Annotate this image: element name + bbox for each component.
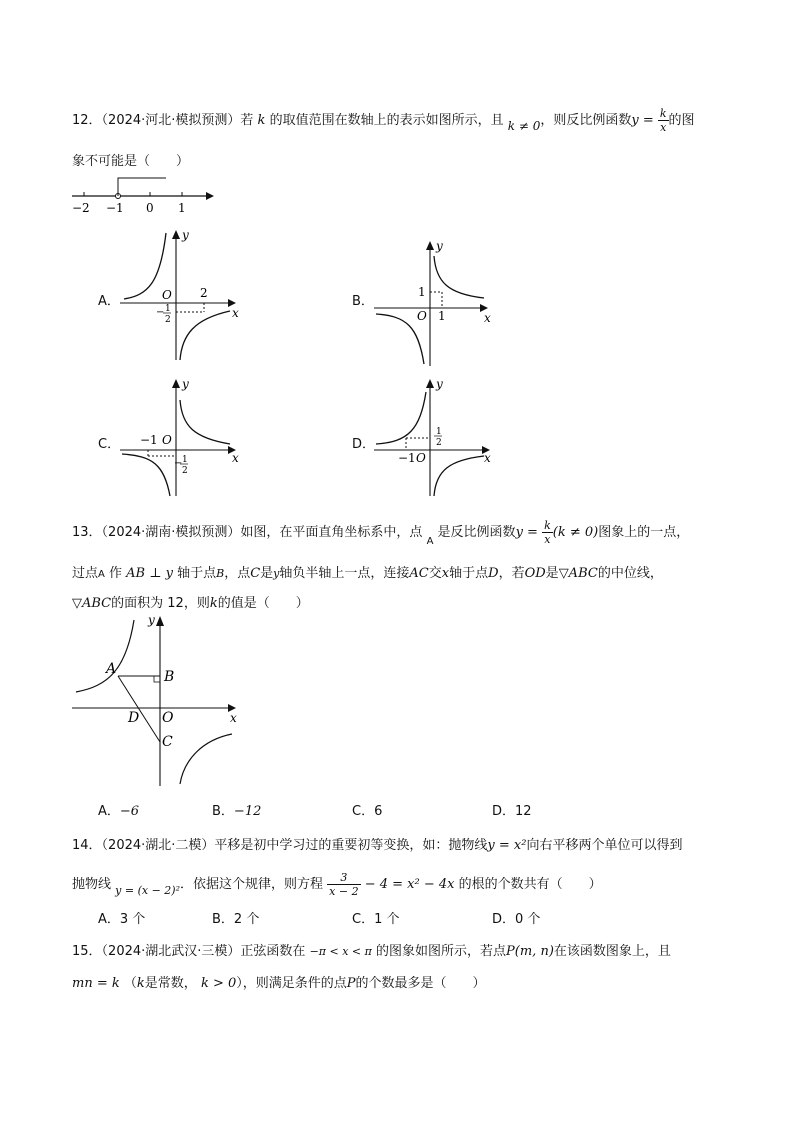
q14-choice-c-label: C． (352, 912, 375, 927)
q12-tick-0: 0 (146, 201, 154, 215)
q14-l2b: ．依据这个规律，则方程 (180, 877, 324, 892)
q13-tri: ▽ABC (558, 566, 598, 581)
svg-text:y: y (182, 377, 189, 391)
q13-choice-c[interactable] (352, 800, 382, 819)
q13-source: （2024·湖南·模拟预测） (101, 525, 241, 540)
q13-pd: D (488, 566, 499, 581)
q12-a-num: 1 (165, 304, 171, 314)
q12-text-b: 的取值范围在数轴上的表示如图所示，且 (269, 113, 504, 128)
q12-k: k (253, 113, 270, 128)
q13-l2-pa: A (98, 569, 105, 580)
q13-l2j: 是 (545, 566, 559, 581)
q12-c-origin: O (162, 433, 172, 447)
q14-line1 (72, 834, 682, 853)
q12-text-c: ，则反比例函数 (540, 113, 632, 128)
q15-l2b: （ (123, 976, 137, 991)
q13-axis-y: y (273, 567, 280, 580)
q13-cond: (k ≠ 0) (552, 525, 599, 540)
q14-l2a: 抛物线 (72, 877, 112, 892)
q14-choice-c[interactable] (352, 908, 399, 927)
q12-d-den: 2 (436, 438, 442, 448)
q13-choice-d-value: 12 (515, 804, 532, 819)
q12-line1 (72, 108, 695, 133)
q12-tick-m1: −1 (106, 201, 124, 215)
q12-a-origin: O (162, 288, 172, 302)
q13-choice-d[interactable] (492, 800, 532, 819)
svg-text:y: y (182, 228, 189, 242)
q14-choice-a[interactable] (98, 908, 145, 927)
q13-line3 (72, 592, 309, 611)
q13-choice-a-value: −6 (119, 804, 140, 819)
q13-l2c: 轴于点 (177, 566, 217, 581)
q14-eq-rest: − 4 = x² − 4x (364, 877, 455, 892)
svg-text:y: y (436, 377, 443, 391)
q13-choice-c-value: 6 (374, 804, 383, 819)
q14-frac (327, 872, 360, 897)
q15-text-b: 的图象如图所示，若点 (376, 944, 507, 959)
q15-text-c: 在该函数图象上，且 (553, 944, 671, 959)
q14-number: 14． (72, 838, 102, 853)
q15-l2c: 是常数， (144, 976, 197, 991)
q14-parab2: y = (x − 2)² (115, 884, 180, 897)
svg-text:x: x (232, 306, 239, 320)
q14-text-b: 向右平移两个单位可以得到 (526, 838, 683, 853)
q14-source: （2024·湖北·二模） (101, 838, 215, 853)
q13-fig-c: C (162, 734, 173, 750)
q13-axis-x: x (441, 566, 450, 581)
q13-k: k (209, 596, 218, 611)
q13-l2e: 是 (260, 566, 274, 581)
q12-a-two: 2 (200, 286, 208, 300)
q12-func: y = (631, 113, 654, 128)
q12-option-a-label[interactable]: A． (98, 294, 120, 309)
q14-choice-a-value: 3 个 (119, 912, 146, 927)
q14-choice-a-label: A． (98, 912, 120, 927)
q13-l2a: 过点 (72, 566, 99, 581)
q13-l2d: ，点 (224, 566, 251, 581)
q13-text-c: 图象上的一点， (598, 525, 690, 540)
q13-l3b: 的面积为 12，则 (111, 596, 210, 611)
q13-choice-a-label: A． (98, 804, 120, 819)
q12-option-b-label[interactable]: B． (352, 294, 374, 309)
q14-eq-den: x − 2 (329, 885, 359, 898)
q13-fig-a: A (106, 661, 117, 677)
q13-ab-perp: AB ⊥ y (126, 566, 173, 581)
q14-choice-b[interactable] (212, 908, 259, 927)
q13-line2 (72, 562, 663, 581)
q12-option-a-graph[interactable] (118, 225, 248, 365)
q14-line2 (72, 872, 602, 897)
q15-k: k (136, 976, 145, 991)
q14-eq-num: 3 (327, 872, 360, 885)
q13-l2i: ，若 (498, 566, 525, 581)
q13-point-a: A (426, 536, 434, 547)
q13-tri2: ▽ABC (72, 596, 112, 611)
q15-line2 (72, 972, 486, 991)
q14-choice-b-value: 2 个 (233, 912, 260, 927)
q12-option-d-graph[interactable] (372, 374, 497, 499)
q13-line1 (72, 520, 689, 545)
q12-c-den: 2 (182, 466, 188, 476)
q13-choice-a[interactable] (98, 800, 139, 819)
q13-choice-c-label: C． (352, 804, 375, 819)
q13-fig-o: O (162, 710, 174, 726)
q12-c-minus: − (174, 458, 183, 469)
q13-choice-d-label: D． (492, 804, 516, 819)
q12-option-d-label[interactable]: D． (352, 437, 376, 452)
q13-l2k: 的中位线， (597, 566, 663, 581)
q14-choice-b-label: B． (212, 912, 234, 927)
q13-ac: AC (409, 566, 429, 581)
q13-l2g: 交 (428, 566, 442, 581)
q12-tick-m2: −2 (72, 201, 90, 215)
q12-tick-1: 1 (178, 201, 186, 215)
q15-p: P (346, 976, 356, 991)
svg-text:x: x (484, 311, 491, 325)
q12-d-num: 1 (436, 427, 442, 437)
q14-choice-d-label: D． (492, 912, 516, 927)
q12-a-den: 2 (165, 315, 171, 325)
q14-l2c: 的根的个数共有（ ） (458, 877, 602, 892)
q13-choice-b-label: B． (212, 804, 234, 819)
q12-frac: $\frac{k}{x}$ (659, 107, 667, 134)
q13-text-b: 是反比例函数 (437, 525, 516, 540)
q13-l2h: 轴于点 (449, 566, 489, 581)
q12-source: （2024·河北·模拟预测） (101, 113, 241, 128)
svg-text:x: x (232, 451, 239, 465)
q13-figure (68, 610, 248, 790)
q13-frac: $\frac{k}{x}$ (544, 519, 551, 546)
q13-od: OD (524, 566, 546, 581)
q12-option-c-graph[interactable] (118, 374, 248, 499)
q12-text-d: 的图 (668, 113, 695, 128)
q15-line1 (72, 940, 671, 959)
svg-text:y: y (148, 613, 155, 627)
q15-l2e: 的个数最多是（ ） (355, 976, 486, 991)
svg-text:x: x (230, 711, 237, 725)
q14-choice-c-value: 1 个 (374, 912, 400, 927)
q13-l2b: 作 (109, 566, 123, 581)
q12-d-m1: −1 (398, 451, 416, 465)
q12-number: 12． (72, 113, 102, 128)
q12-cond: k ≠ 0 (507, 119, 541, 133)
q15-kpos: k > 0 (200, 976, 237, 991)
q13-l2f: 轴负半轴上一点，连接 (279, 566, 410, 581)
q12-numberline (68, 170, 218, 218)
q12-b-x1: 1 (438, 309, 446, 323)
q13-choice-b[interactable] (212, 800, 261, 819)
q15-range: −π < x < π (309, 945, 372, 958)
q13-pb: B (216, 567, 225, 580)
q14-choice-d[interactable] (492, 908, 540, 927)
q13-l3c: 的值是（ ） (217, 596, 309, 611)
q13-text-a: 如图，在平面直角坐标系中，点 (240, 525, 423, 540)
q15-mnk: mn = k (72, 976, 120, 991)
q12-b-y1: 1 (418, 285, 426, 299)
q12-option-b-graph[interactable] (372, 236, 497, 368)
svg-text:y: y (436, 239, 443, 253)
q14-parab1: y = x² (487, 838, 527, 853)
q12-a-minus: − (156, 307, 165, 318)
q12-c-num: 1 (182, 455, 188, 465)
q13-fig-b: B (164, 669, 175, 685)
q15-source: （2024·湖北武汉·三模） (101, 944, 241, 959)
q14-choice-d-value: 0 个 (515, 912, 541, 927)
q12-option-c-label[interactable]: C． (98, 437, 121, 452)
q15-point: P(m, n) (506, 944, 554, 959)
q12-text-a: 若 (240, 113, 254, 128)
q14-text-a: 平移是初中学习过的重要初等变换，如：抛物线 (214, 838, 488, 853)
q13-fig-d: D (128, 710, 140, 726)
q12-b-origin: O (417, 309, 427, 323)
q12-d-origin: O (416, 451, 426, 465)
q12-line2: 象不可能是（ ） (72, 154, 190, 169)
q15-text-a: 正弦函数在 (240, 944, 306, 959)
q13-choice-b-value: −12 (233, 804, 262, 819)
q12-c-m1: −1 (140, 433, 158, 447)
q13-y-eq: y = (515, 525, 538, 540)
q13-number: 13． (72, 525, 102, 540)
q15-l2d: ），则满足条件的点 (236, 976, 347, 991)
svg-text:x: x (484, 451, 491, 465)
q15-number: 15． (72, 944, 102, 959)
q13-pc: C (250, 566, 261, 581)
